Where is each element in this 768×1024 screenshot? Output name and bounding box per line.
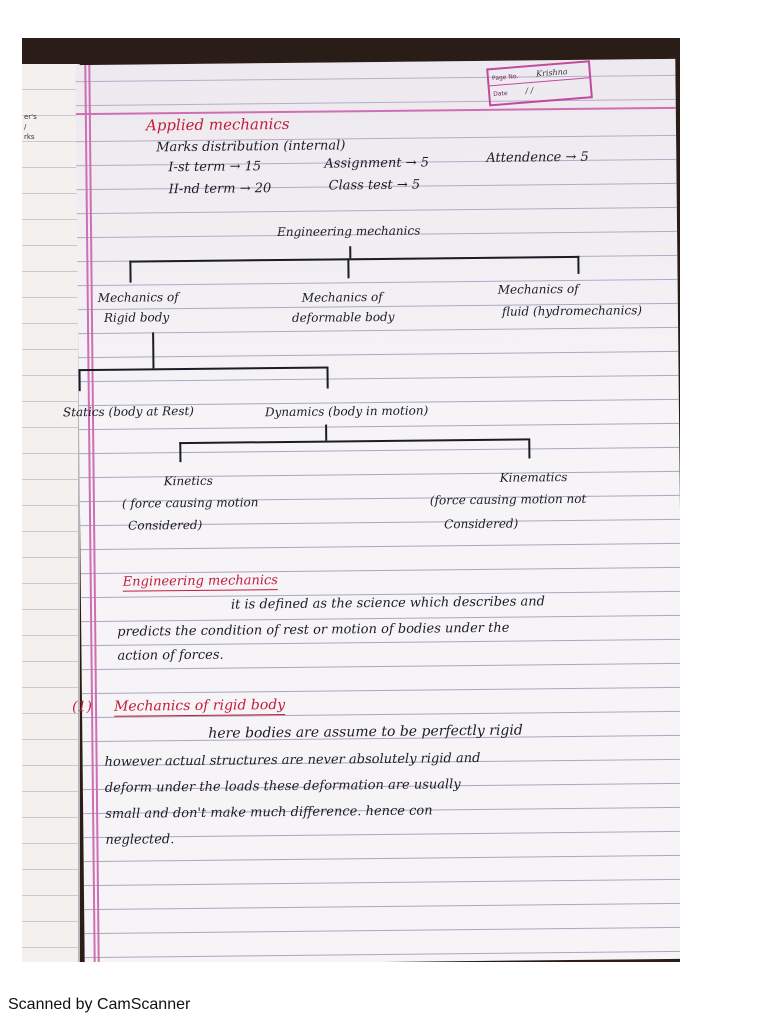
page-heading: Applied mechanics bbox=[145, 114, 290, 135]
page-no-value: Krishna bbox=[535, 67, 568, 79]
left-page-fragment: er's / rks bbox=[24, 113, 37, 141]
definition-line2: predicts the condition of rest or motion of bodies under the bbox=[117, 620, 510, 640]
marks-attendance: Attendence → 5 bbox=[486, 149, 589, 166]
marks-assignment: Assignment → 5 bbox=[324, 155, 430, 172]
dynamics-node: Dynamics (body in motion) bbox=[264, 403, 429, 420]
marks-term2: II-nd term → 20 bbox=[168, 181, 272, 198]
branch-rigid-line2: Rigid body bbox=[103, 310, 170, 325]
scanned-photo bbox=[22, 38, 680, 962]
definition-title: Engineering mechanics bbox=[122, 573, 279, 590]
tree-connector bbox=[129, 261, 131, 283]
tree-connector bbox=[347, 258, 349, 278]
page-number-box: Page No. Krishna Date / / bbox=[486, 60, 593, 106]
date-value: / / bbox=[525, 85, 534, 96]
branch-fluid-line2: fluid (hydromechanics) bbox=[501, 303, 643, 319]
section-line4: small and don't make much difference. hence con bbox=[105, 803, 433, 822]
kinetics-node: Kinetics bbox=[163, 473, 213, 489]
tree-root: Engineering mechanics bbox=[276, 223, 421, 240]
section-line1: here bodies are assume to be perfectly rigid bbox=[208, 722, 523, 742]
kinematics-note-line1: (force causing motion not bbox=[429, 491, 587, 508]
section-line3: deform under the loads these deformation are usually bbox=[104, 777, 461, 796]
kinematics-note-line2: Considered) bbox=[444, 516, 519, 532]
tree-connector bbox=[326, 367, 328, 389]
scanner-watermark: Scanned by CamScanner bbox=[8, 996, 191, 1013]
tree-connector bbox=[325, 425, 327, 441]
tree-connector bbox=[129, 256, 579, 262]
tree-connector bbox=[577, 256, 579, 274]
tree-connector bbox=[528, 438, 530, 458]
definition-line1: it is defined as the science which describes and bbox=[230, 594, 546, 613]
marks-term1: I-st term → 15 bbox=[168, 159, 262, 176]
header-rule bbox=[76, 107, 676, 115]
tree-connector bbox=[78, 369, 80, 391]
notebook-page bbox=[62, 59, 680, 962]
branch-deformable-line1: Mechanics of bbox=[301, 289, 383, 305]
branch-fluid-line1: Mechanics of bbox=[497, 281, 579, 297]
section-title: Mechanics of rigid body bbox=[113, 697, 286, 715]
branch-rigid-line1: Mechanics of bbox=[97, 290, 179, 305]
section-line2: however actual structures are never absolutely rigid and bbox=[104, 750, 481, 770]
tree-connector bbox=[349, 246, 351, 258]
kinetics-note-line1: ( force causing motion bbox=[121, 495, 259, 511]
tree-connector bbox=[179, 438, 529, 443]
section-line5: neglected. bbox=[105, 832, 175, 848]
branch-deformable-line2: deformable body bbox=[291, 309, 395, 325]
tree-connector bbox=[152, 332, 154, 368]
marks-class-test: Class test → 5 bbox=[328, 177, 421, 194]
kinematics-node: Kinematics bbox=[499, 470, 568, 485]
statics-node: Statics (body at Rest) bbox=[62, 403, 195, 420]
kinetics-note-line2: Considered) bbox=[128, 517, 203, 533]
marks-title: Marks distribution (internal) bbox=[156, 138, 346, 156]
tree-connector bbox=[179, 442, 181, 462]
section-number: (1) bbox=[71, 699, 92, 716]
left-notebook-page bbox=[22, 64, 80, 962]
tree-connector bbox=[78, 367, 328, 371]
definition-line3: action of forces. bbox=[117, 647, 224, 664]
